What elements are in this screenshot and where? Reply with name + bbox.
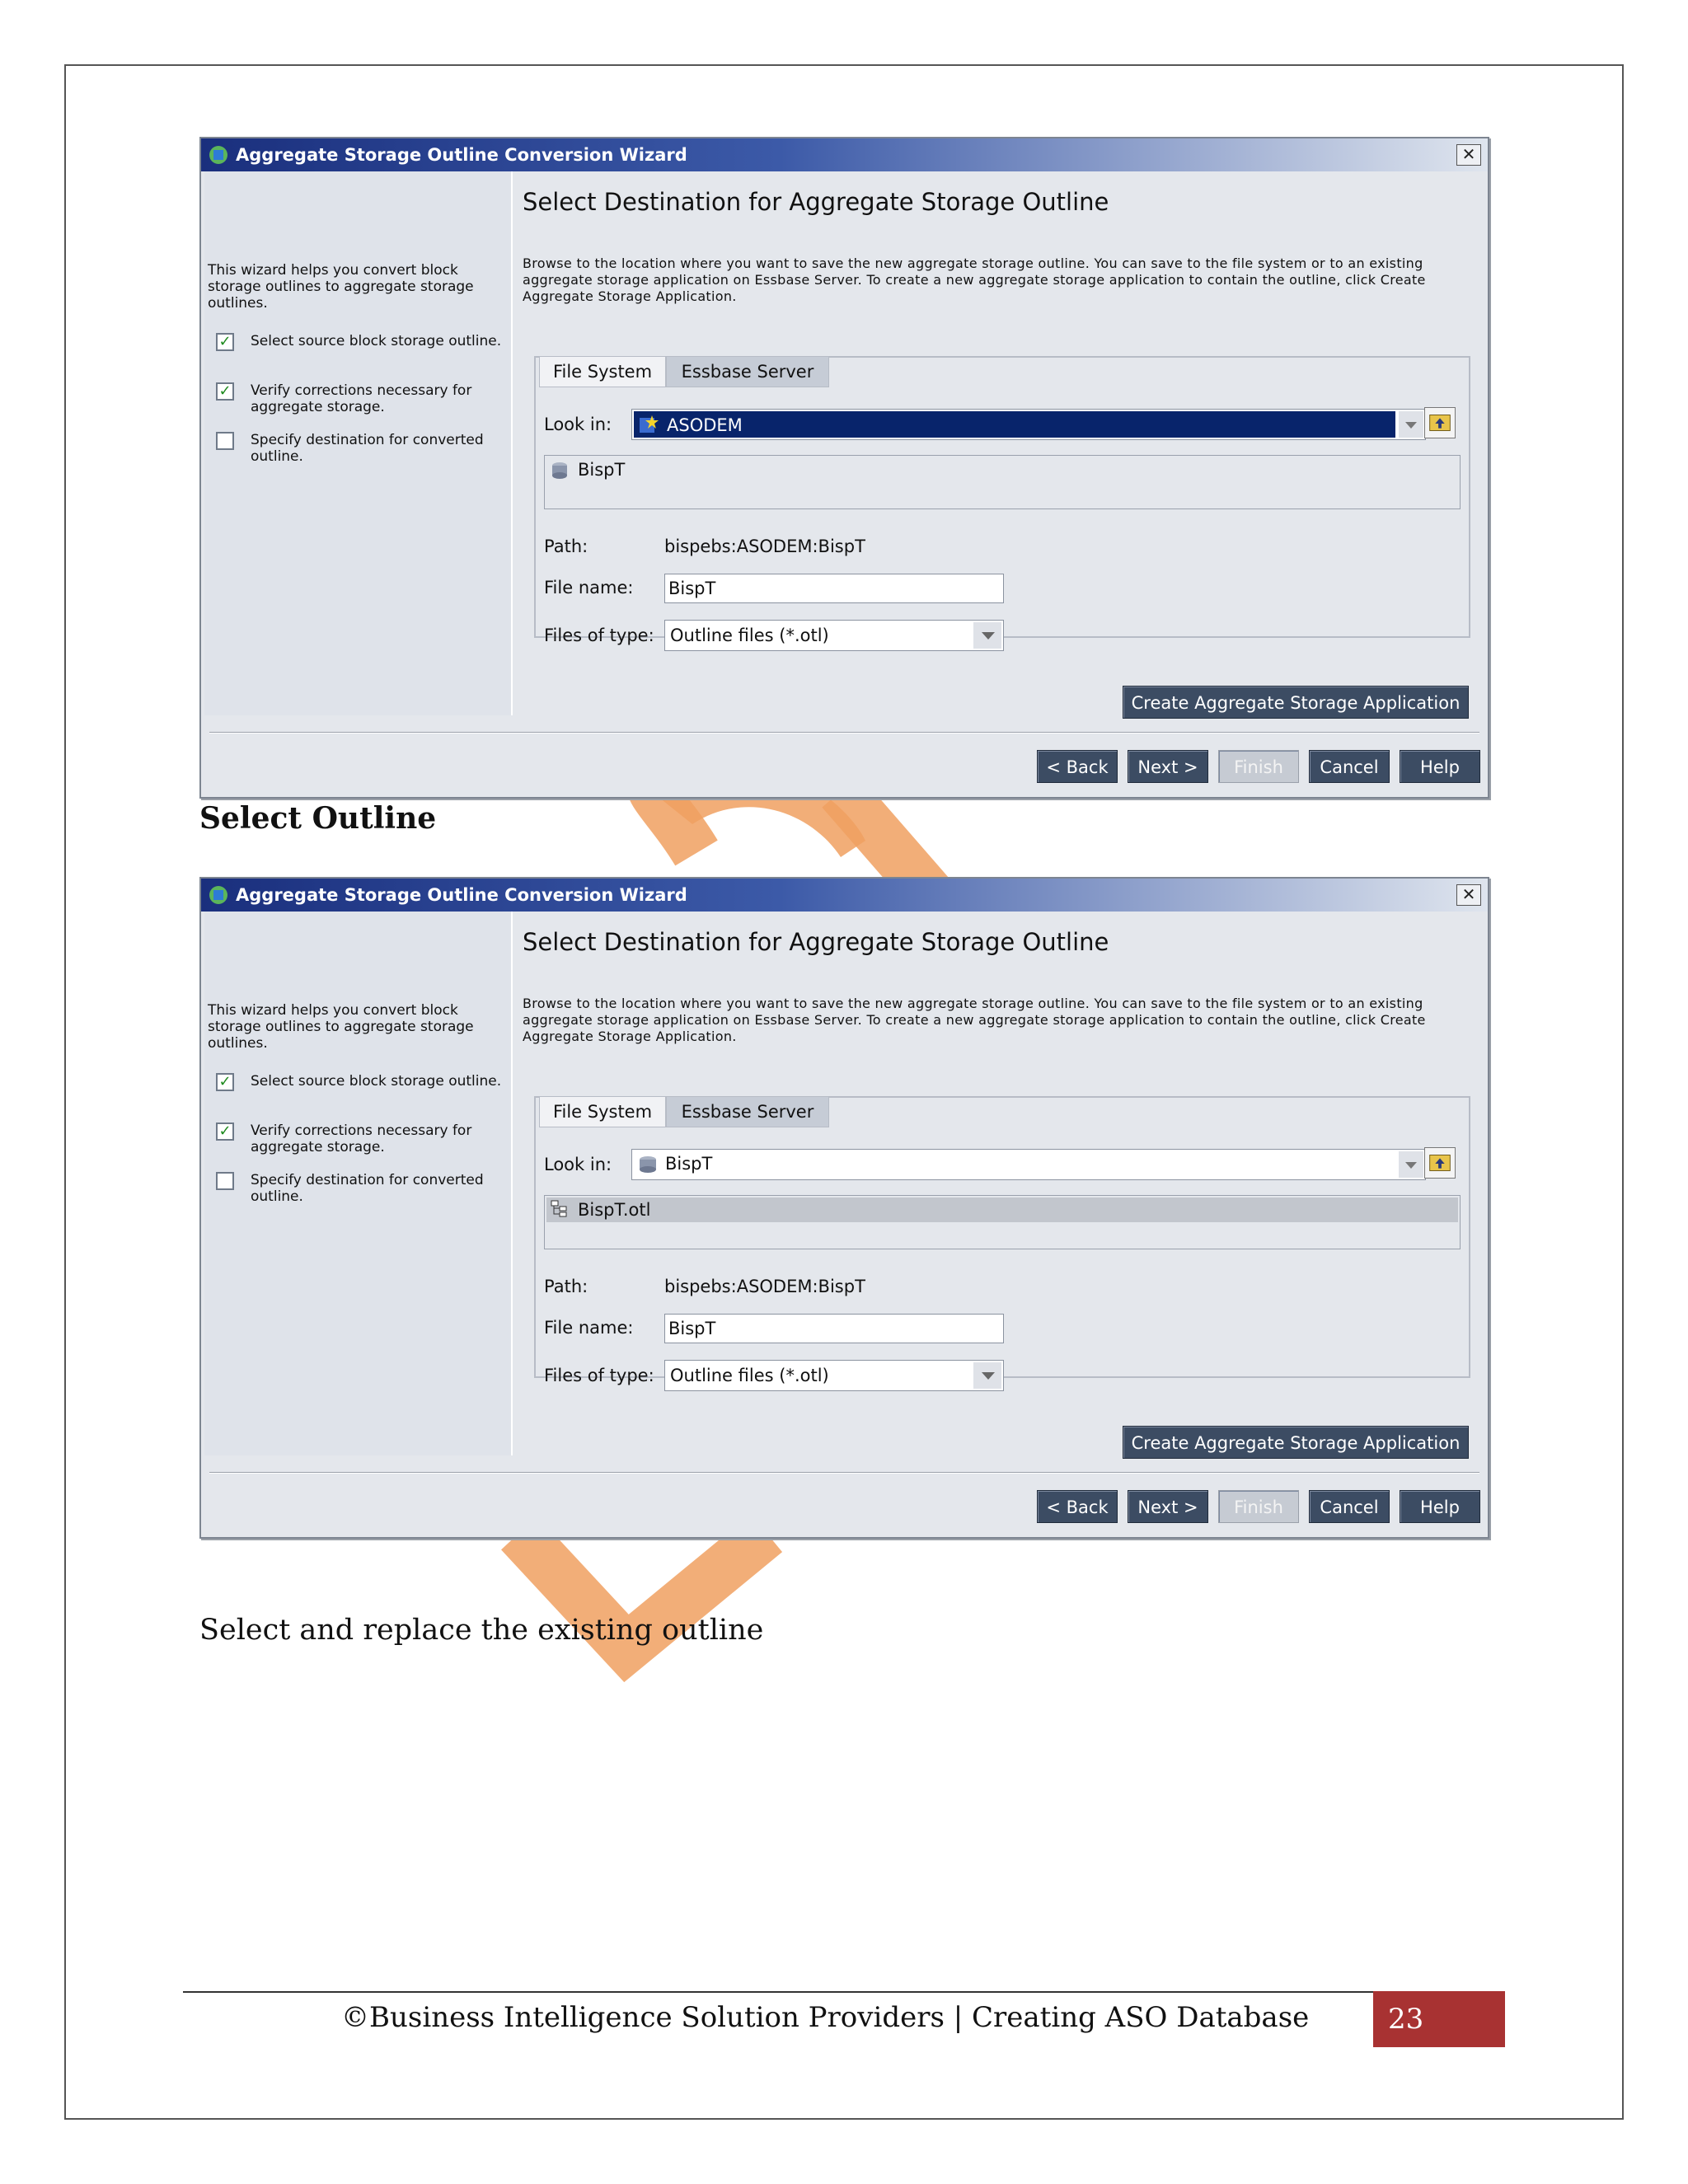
- files-of-type-select[interactable]: [664, 1360, 1004, 1391]
- outline-file-icon: [550, 1199, 570, 1219]
- checkbox-unchecked-icon: [216, 432, 234, 450]
- path-label: Path:: [544, 1277, 588, 1296]
- checkbox-checked-icon: ✓: [216, 1073, 234, 1091]
- files-of-type-select[interactable]: [664, 620, 1004, 651]
- files-of-type-value: Outline files (*.otl): [670, 1366, 829, 1385]
- checkbox-unchecked-icon: [216, 1172, 234, 1190]
- files-of-type-label: Files of type:: [544, 626, 654, 645]
- close-button[interactable]: ✕: [1456, 144, 1481, 166]
- chevron-down-icon[interactable]: [973, 1362, 1001, 1389]
- help-button[interactable]: Help: [1400, 750, 1480, 783]
- wizard-dialog-1: [199, 137, 1489, 799]
- path-value: bispebs:ASODEM:BispT: [664, 537, 865, 556]
- step-label: Specify destination for converted outline.: [251, 1172, 484, 1205]
- close-button[interactable]: ✕: [1456, 884, 1481, 906]
- path-value: bispebs:ASODEM:BispT: [664, 1277, 865, 1296]
- step-label: Specify destination for converted outline.: [251, 432, 484, 465]
- footer-rule: [183, 1991, 1376, 1993]
- file-name-label: File name:: [544, 1318, 634, 1338]
- finish-button[interactable]: Finish: [1218, 1490, 1299, 1523]
- checkbox-checked-icon: ✓: [216, 1122, 234, 1141]
- create-aggregate-storage-application-button[interactable]: Create Aggregate Storage Application: [1123, 686, 1469, 719]
- tab-file-system[interactable]: File System: [539, 1096, 666, 1127]
- section-heading: Select Outline: [199, 801, 437, 836]
- footer-text: ©Business Intelligence Solution Providers | Creating ASO Database: [341, 2001, 1310, 2034]
- tab-file-system[interactable]: File System: [539, 356, 666, 387]
- file-list[interactable]: [544, 1195, 1461, 1249]
- look-in-value: ASODEM: [634, 411, 1395, 438]
- wizard-app-icon: [208, 884, 229, 906]
- list-item[interactable]: BispT.otl: [546, 1197, 1458, 1222]
- checkbox-checked-icon: ✓: [216, 382, 234, 401]
- back-button[interactable]: < Back: [1037, 750, 1118, 783]
- cancel-button[interactable]: Cancel: [1309, 750, 1390, 783]
- checkbox-checked-icon: ✓: [216, 333, 234, 351]
- files-of-type-value: Outline files (*.otl): [670, 626, 829, 645]
- step-label: Verify corrections necessary for aggregate storage.: [251, 382, 472, 415]
- steps-panel: [204, 912, 513, 1455]
- database-icon: [550, 461, 570, 480]
- database-icon: [637, 1154, 659, 1175]
- look-in-value: BispT: [665, 1154, 713, 1174]
- page-heading: Select Destination for Aggregate Storage Outline: [523, 188, 1109, 216]
- look-in-label: Look in:: [544, 1155, 612, 1174]
- intro-text: This wizard helps you convert block storage outlines to aggregate storage outlines.: [208, 1002, 474, 1052]
- dialog-title: Aggregate Storage Outline Conversion Wizard: [236, 145, 687, 165]
- intro-text: This wizard helps you convert block storage outlines to aggregate storage outlines.: [208, 262, 474, 312]
- up-folder-icon[interactable]: [1424, 407, 1456, 438]
- chevron-down-icon[interactable]: [973, 622, 1001, 649]
- page-number: 23: [1373, 1991, 1505, 2047]
- help-button[interactable]: Help: [1400, 1490, 1480, 1523]
- dialog-title: Aggregate Storage Outline Conversion Wizard: [236, 885, 687, 905]
- list-item[interactable]: BispT: [578, 460, 626, 480]
- description: Browse to the location where you want to save the new aggregate storage outline. You can save to the file system or to an existing aggregate storage application on Essbase Server. To create a new aggregate storage application to contain the outline, click Create Aggregate Storage Application.: [523, 255, 1426, 304]
- finish-button[interactable]: Finish: [1218, 750, 1299, 783]
- wizard-dialog-2: [199, 877, 1489, 1539]
- separator: [209, 732, 1479, 733]
- next-button[interactable]: Next >: [1128, 1490, 1208, 1523]
- back-button[interactable]: < Back: [1037, 1490, 1118, 1523]
- chevron-down-icon[interactable]: [1399, 411, 1423, 438]
- path-label: Path:: [544, 537, 588, 556]
- tab-essbase-server[interactable]: Essbase Server: [666, 356, 829, 387]
- separator: [209, 1472, 1479, 1474]
- description: Browse to the location where you want to save the new aggregate storage outline. You can save to the file system or to an existing aggregate storage application on Essbase Server. To create a new aggregate storage application to contain the outline, click Create Aggregate Storage Application.: [523, 996, 1426, 1044]
- file-name-input[interactable]: BispT: [664, 1314, 1004, 1343]
- look-in-combo[interactable]: [631, 409, 1426, 440]
- title-bar[interactable]: [201, 138, 1488, 171]
- wizard-app-icon: [208, 144, 229, 166]
- file-list[interactable]: [544, 455, 1461, 509]
- look-in-combo[interactable]: [631, 1149, 1426, 1180]
- create-aggregate-storage-application-button[interactable]: Create Aggregate Storage Application: [1123, 1426, 1469, 1459]
- step-label: Verify corrections necessary for aggregate storage.: [251, 1122, 472, 1155]
- body-text: Select and replace the existing outline: [199, 1614, 764, 1647]
- application-icon: [637, 414, 659, 435]
- chevron-down-icon[interactable]: [1399, 1151, 1423, 1178]
- look-in-label: Look in:: [544, 415, 612, 434]
- tab-essbase-server[interactable]: Essbase Server: [666, 1096, 829, 1127]
- up-folder-icon[interactable]: [1424, 1147, 1456, 1179]
- file-name-input[interactable]: BispT: [664, 574, 1004, 603]
- cancel-button[interactable]: Cancel: [1309, 1490, 1390, 1523]
- file-name-label: File name:: [544, 578, 634, 598]
- next-button[interactable]: Next >: [1128, 750, 1208, 783]
- files-of-type-label: Files of type:: [544, 1366, 654, 1385]
- step-label: Select source block storage outline.: [251, 333, 502, 349]
- title-bar[interactable]: [201, 879, 1488, 912]
- steps-panel: [204, 171, 513, 715]
- step-label: Select source block storage outline.: [251, 1073, 502, 1090]
- page-heading: Select Destination for Aggregate Storage Outline: [523, 928, 1109, 956]
